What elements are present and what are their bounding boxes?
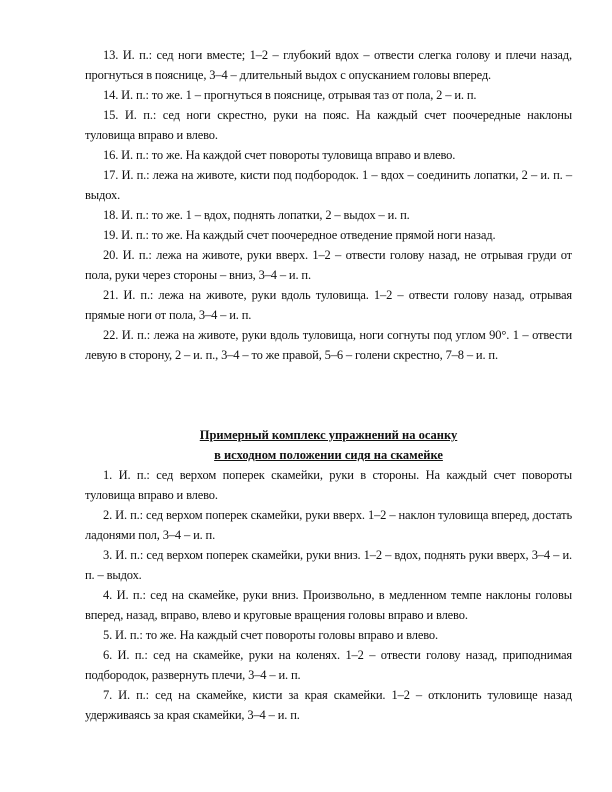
exercise-item: 17. И. п.: лежа на животе, кисти под подбородок. 1 – вдох – соединить лопатки, 2 – и. п. – выдох. xyxy=(85,168,572,202)
exercise-item: 20. И. п.: лежа на животе, руки вверх. 1–2 – отвести голову назад, не отрывая груди от пола, руки через стороны – вниз, 3–4 – и. п. xyxy=(85,248,572,282)
exercise-item: 14. И. п.: то же. 1 – прогнуться в пояснице, отрывая таз от пола, 2 – и. п. xyxy=(103,88,477,102)
exercise-item: 5. И. п.: то же. На каждый счет повороты головы вправо и влево. xyxy=(103,628,438,642)
exercise-item: 4. И. п.: сед на скамейке, руки вниз. Произвольно, в медленном темпе наклоны головы вперед, назад, вправо, влево и круговые вращения головы вправо и влево. xyxy=(85,588,572,622)
exercise-item: 16. И. п.: то же. На каждой счет повороты туловища вправо и влево. xyxy=(103,148,456,162)
section-heading-line-1: Примерный комплекс упражнений на осанку xyxy=(199,428,458,442)
exercise-item: 15. И. п.: сед ноги скрестно, руки на пояс. На каждый счет поочередные наклоны туловища вправо и влево. xyxy=(85,108,572,142)
exercise-item: 21. И. п.: лежа на животе, руки вдоль туловища. 1–2 – отвести голову назад, отрывая прямые ноги от пола, 3–4 – и. п. xyxy=(85,288,572,322)
section-heading xyxy=(85,425,572,465)
exercise-item: 22. И. п.: лежа на животе, руки вдоль туловища, ноги согнуты под углом 90°. 1 – отвести левую в сторону, 2 – и. п., 3–4 – то же правой, 5–6 – голени скрестно, 7–8 – и. п. xyxy=(85,328,572,362)
exercise-item: 19. И. п.: то же. На каждый счет поочередное отведение прямой ноги назад. xyxy=(103,228,496,242)
exercise-item: 13. И. п.: сед ноги вместе; 1–2 – глубокий вдох – отвести слегка голову и плечи назад, прогнуться в пояснице, 3–4 – длительный выдох с опусканием головы вперед. xyxy=(85,48,572,82)
exercise-item: 18. И. п.: то же. 1 – вдох, поднять лопатки, 2 – выдох – и. п. xyxy=(103,208,410,222)
exercise-item: 7. И. п.: сед на скамейке, кисти за края скамейки. 1–2 – отклонить туловище назад удерживаясь за края скамейки, 3–4 – и. п. xyxy=(85,688,572,722)
exercise-item: 3. И. п.: сед верхом поперек скамейки, руки вниз. 1–2 – вдох, поднять руки вверх, 3–4 – и. п. – выдох. xyxy=(85,548,572,582)
exercise-list-bench xyxy=(85,465,572,725)
section-heading-line-2: в исходном положении сидя на скамейке xyxy=(214,448,443,462)
exercise-item: 1. И. п.: сед верхом поперек скамейки, руки в стороны. На каждый счет повороты туловища вправо и влево. xyxy=(85,468,572,502)
exercise-item: 6. И. п.: сед на скамейке, руки на коленях. 1–2 – отвести голову назад, приподнимая подбородок, развернуть плечи, 3–4 – и. п. xyxy=(85,648,572,682)
exercise-item: 2. И. п.: сед верхом поперек скамейки, руки вверх. 1–2 – наклон туловища вперед, достать ладонями пол, 3–4 – и. п. xyxy=(85,508,572,542)
exercise-list-floor xyxy=(85,45,572,365)
